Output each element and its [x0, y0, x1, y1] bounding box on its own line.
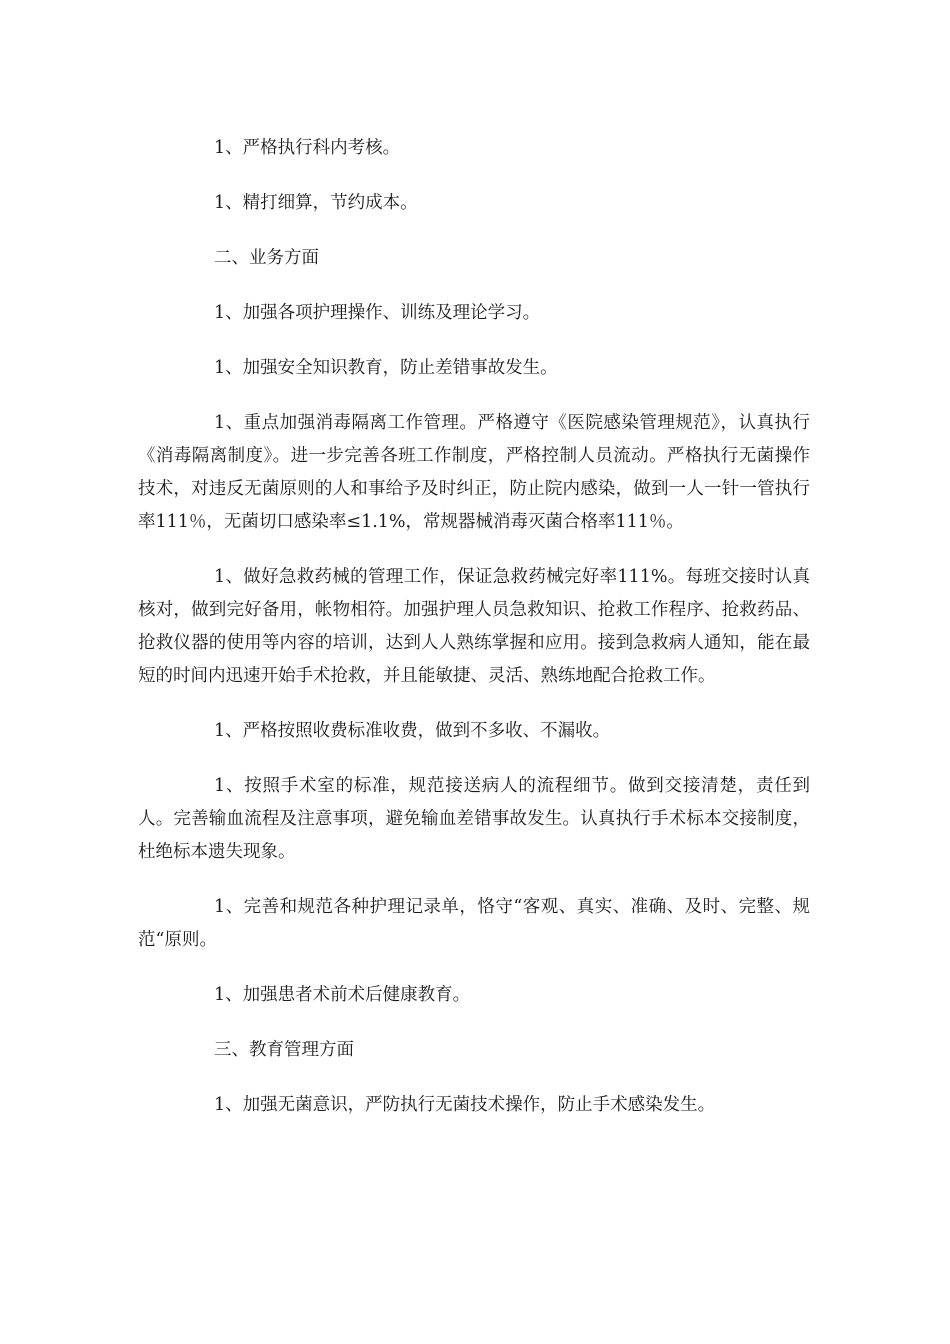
paragraph-11: 1、加强无菌意识，严防执行无菌技术操作，防止手术感染发生。 — [214, 1095, 716, 1115]
paragraph-5: 1、重点加强消毒隔离工作管理。严格遵守《医院感染管理规范》，认真执行《消毒隔离制度》。进一步完善各班工作制度，严格控制人员流动。严格执行无菌操作技术，对违反无菌原则的人和事给予及时纠正，防止院内感染，做到一人一针一管执行率111％，无菌切口感染率≤1.1%，常规器械消毒灭菌合格率111％。 — [138, 413, 810, 532]
document-page — [138, 132, 810, 1144]
paragraph-7: 1、严格按照收费标准收费，做到不多收、不漏收。 — [214, 721, 611, 741]
paragraph-3: 1、加强各项护理操作、训练及理论学习。 — [214, 303, 541, 323]
paragraph-9: 1、完善和规范各种护理记录单，恪守“客观、真实、准确、及时、完整、规范“原则。 — [138, 897, 810, 950]
paragraph-6: 1、做好急救药械的管理工作，保证急救药械完好率111%。每班交接时认真核对，做到完好备用，帐物相符。加强护理人员急救知识、抢救工作程序、抢救药品、抢救仪器的使用等内容的培训，达到人人熟练掌握和应用。接到急救病人通知，能在最短的时间内迅速开始手术抢救，并且能敏捷、灵活、熟练地配合抢救工作。 — [138, 567, 810, 686]
paragraph-4: 1、加强安全知识教育，防止差错事故发生。 — [214, 358, 558, 378]
paragraph-2: 1、精打细算，节约成本。 — [214, 193, 418, 213]
paragraph-1: 1、严格执行科内考核。 — [214, 138, 401, 158]
paragraph-10: 1、加强患者术前术后健康教育。 — [214, 985, 471, 1005]
section-heading-business: 二、业务方面 — [214, 248, 319, 268]
paragraph-8: 1、按照手术室的标准，规范接送病人的流程细节。做到交接清楚，责任到人。完善输血流程及注意事项，避免输血差错事故发生。认真执行手术标本交接制度，杜绝标本遗失现象。 — [138, 776, 810, 862]
section-heading-education: 三、教育管理方面 — [214, 1040, 354, 1060]
